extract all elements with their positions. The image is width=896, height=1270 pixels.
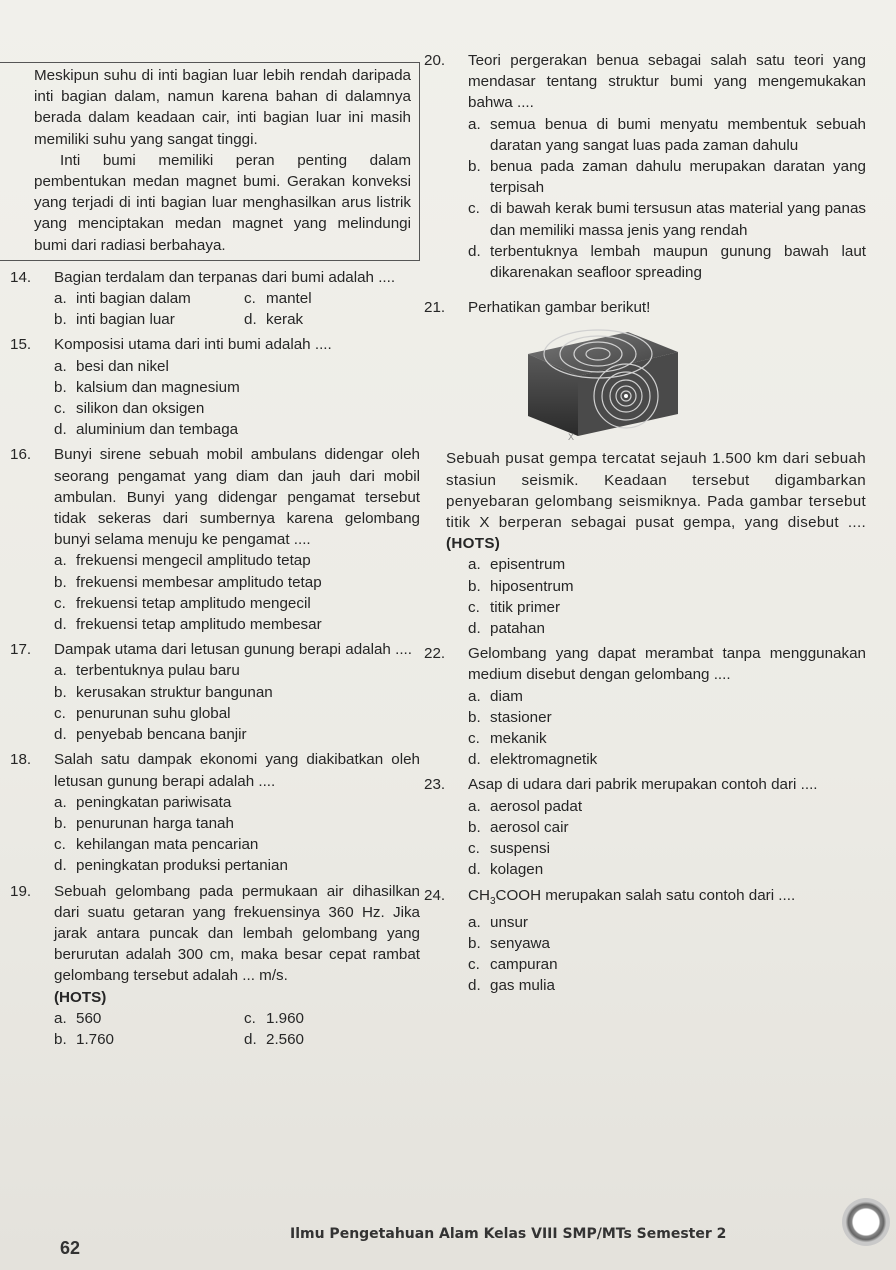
option-text: aerosol cair [490,818,569,836]
option-text: titik primer [490,598,561,616]
hots-label: (HOTS) [54,988,107,1006]
option-letter: d. [468,977,481,995]
answer-option [468,796,866,817]
question-21-description: Sebuah pusat gempa tercatat sejauh 1.500 km dari sebuah stasiun seismik. Keadaan tersebut digambarkan penyebaran gelombang seismiknya. Pada gambar tersebut titik X berperan sebagai pusat gempa, yang disebut .... (HOTS) [446,450,866,553]
option-letter: a. [54,290,67,308]
question-15 [10,334,420,440]
question-18 [10,749,420,876]
option-text: penyebab bencana banjir [76,726,247,744]
question-number: 23. [424,776,446,794]
option-text: mekanik [490,730,547,748]
options [32,792,420,877]
option-text: senyawa [490,934,550,952]
answer-option [54,398,420,419]
option-text: frekuensi tetap amplitudo membesar [76,616,322,634]
option-text: peningkatan pariwisata [76,793,232,811]
answer-option [468,576,866,597]
option-letter: a. [54,793,67,811]
answer-option [54,703,420,724]
option-letter: c. [54,594,66,612]
question-text: 19. Sebuah gelombang pada permukaan air dihasilkan dari suatu getaran yang frekuensinya 360 Hz. Jika jarak antara puncak dan lembah gelombang yang berurutan adalah 300 cm, maka besar cepat rambat gelombang tersebut adalah ... m/s. [10,882,420,985]
option-text: mantel [266,290,312,308]
question-number: 24. [424,886,446,904]
answer-option [468,707,866,728]
left-questions [10,267,420,1050]
question-text: Teori pergerakan benua sebagai salah satu teori yang mendasar tentang struktur bumi yang mengemukakan bahwa .... [468,52,866,112]
option-letter: b. [54,1030,67,1048]
answer-option [468,241,866,283]
option-text: benua pada zaman dahulu merupakan daratan yang terpisah [490,158,866,197]
intro-box [0,62,420,261]
answer-option [468,554,866,575]
question-text: 14. Bagian terdalam dan terpanas dari bumi adalah .... [32,267,420,288]
answer-option [54,550,420,571]
answer-option [468,114,866,156]
focus-point [624,394,628,398]
answer-option [54,309,244,330]
option-text: silikon dan oksigen [76,400,205,418]
intro-paragraph-2: Inti bumi memiliki peran penting dalam pembentukan medan magnet bumi. Gerakan konveksi yang terjadi di inti bagian luar menghasilkan arus listrik yang menciptakan medan magnet yang melindungi bumi dari radiasi berbahaya. [34,151,411,254]
option-letter: a. [54,1009,67,1027]
option-text: 1.760 [76,1030,115,1048]
answer-option [468,954,866,975]
answer-option [468,912,866,933]
option-letter: b. [54,683,67,701]
option-text: besi dan nikel [76,357,169,375]
option-letter: b. [468,934,481,952]
hots-label: (HOTS) [446,535,501,553]
option-text: terbentuknya lembah maupun gunung bawah laut dikarenakan seafloor spreading [490,242,866,282]
option-letter: c. [54,400,66,418]
option-text: semua benua di bumi menyatu membentuk sebuah daratan yang sangat luas pada zaman dahulu [490,115,866,154]
option-letter: d. [54,857,67,875]
option-letter: b. [54,814,67,832]
option-text: patahan [490,620,545,638]
option-letter: a. [54,357,67,375]
options [446,114,866,284]
answer-option [54,419,420,440]
option-letter: d. [468,620,481,638]
option-letter: b. [468,158,481,176]
question-number: 20. [424,52,446,69]
option-text: suspensi [490,840,550,858]
option-letter: a. [54,662,67,680]
answer-option [54,855,420,876]
option-text: penurunan harga tanah [76,814,234,832]
option-text: kalsium dan magnesium [76,378,240,396]
option-letter: d. [244,311,257,329]
option-letter: d. [468,861,481,879]
option-letter: a. [468,687,481,705]
option-letter: c. [244,290,256,308]
question-17 [10,639,420,745]
answer-option [54,1029,244,1050]
answer-option [244,288,420,309]
question-14 [10,267,420,331]
option-text: diam [490,687,523,705]
answer-option [468,838,866,859]
options [446,912,866,997]
option-text: kolagen [490,861,544,879]
question-text: COOH merupakan salah satu contoh dari .... [495,886,796,904]
option-text: aluminium dan tembaga [76,421,239,439]
left-column [10,62,420,1050]
figure-label-x: X [568,432,575,443]
answer-option [244,1029,420,1050]
question-text: 15. Komposisi utama dari inti bumi adalah .... [32,334,420,355]
question-number: 18. [10,751,32,769]
answer-option [54,614,420,635]
option-text: episentrum [490,556,566,574]
intro-paragraph-1: Meskipun suhu di inti bagian luar lebih rendah daripada inti bagian dalam, namun karena bahan di dalamnya berada dalam keadaan cair, inti bagian luar ini masih memiliki suhu yang sangat tinggi. [34,67,411,148]
option-text: 1.960 [266,1009,305,1027]
option-letter: d. [54,616,67,634]
answer-option [244,1008,420,1029]
option-text: frekuensi tetap amplitudo mengecil [76,594,311,612]
option-text: kehilangan mata pencarian [76,836,259,854]
answer-option [468,975,866,996]
options [32,660,420,745]
answer-option [54,377,420,398]
question-text: Gelombang yang dapat merambat tanpa menggunakan medium disebut dengan gelombang .... [468,645,866,684]
answer-option [54,1008,244,1029]
option-letter: c. [468,730,480,748]
option-text: penurunan suhu global [76,704,231,722]
answer-option [54,572,420,593]
answer-option [468,728,866,749]
option-letter: d. [54,421,67,439]
option-letter: a. [468,797,481,815]
option-text: aerosol padat [490,797,583,815]
question-19 [10,881,420,1051]
option-text: 560 [76,1009,102,1027]
options [32,1008,420,1050]
option-text: kerak [266,311,304,329]
answer-option [468,817,866,838]
answer-option [54,724,420,745]
page-corner-decoration [842,1198,890,1246]
option-text: inti bagian luar [76,311,175,329]
options [446,686,866,771]
option-letter: d. [468,242,481,260]
question-text: Perhatikan gambar berikut! [468,299,651,317]
question-23 [424,774,866,880]
option-letter: b. [54,378,67,396]
question-number: 17. [10,641,32,659]
page-number: 62 [60,1238,81,1258]
option-letter: d. [468,751,481,769]
answer-option [468,749,866,770]
option-letter: d. [54,726,67,744]
question-16 [10,444,420,635]
answer-option [54,813,420,834]
question-text: Asap di udara dari pabrik merupakan contoh dari .... [468,776,818,794]
option-text: kerusakan struktur bangunan [76,683,273,701]
answer-option [54,834,420,855]
option-text: gas mulia [490,977,555,995]
answer-option [468,198,866,240]
answer-option [468,597,866,618]
option-text: elektromagnetik [490,751,598,769]
book-title: Ilmu Pengetahuan Alam Kelas VIII SMP/MTs Semester 2 [290,1226,727,1242]
option-text: stasioner [490,708,552,726]
answer-option [54,682,420,703]
option-letter: c. [244,1009,256,1027]
answer-option [54,792,420,813]
option-letter: c. [468,598,480,616]
answer-option [54,660,420,681]
option-letter: c. [54,704,66,722]
option-text: di bawah kerak bumi tersusun atas material yang panas dan memiliki massa jenis yang rendah [490,200,866,239]
option-letter: b. [468,577,481,595]
options [446,554,866,639]
question-24: 24. $CH_3COOH$ merupakan salah satu contoh dari .... a. unsur b. senyawa c. campuran d. gas mulia [446,885,866,997]
answer-option [244,309,420,330]
question-text: 16. Bunyi sirene sebuah mobil ambulans didengar oleh seorang pengamat yang diam dan jauh dari mobil ambulan. Bunyi yang didengar pengamat tersebut tidak sekeras dari sumbernya karena gelombang bunyi selama menuju ke pengamat .... [10,446,420,549]
option-text: unsur [490,913,528,931]
option-letter: b. [468,818,481,836]
question-22 [424,643,866,770]
option-letter: a. [468,913,481,931]
answer-option [468,156,866,198]
option-text: frekuensi membesar amplitudo tetap [76,573,322,591]
answer-option [54,356,420,377]
option-text: hiposentrum [490,577,574,595]
question-text: 17. Dampak utama dari letusan gunung berapi adalah .... [32,639,420,660]
question-number: 22. [424,645,446,663]
option-letter: b. [468,708,481,726]
options [32,288,420,330]
option-letter: a. [468,115,481,133]
options [446,796,866,881]
earth-block-diagram [508,324,684,442]
option-text: terbentuknya pulau baru [76,662,240,680]
answer-option [54,593,420,614]
question-number: 21. [424,299,446,317]
options [32,550,420,635]
option-text: peningkatan produksi pertanian [76,857,288,875]
option-letter: d. [244,1030,257,1048]
option-text: frekuensi mengecil amplitudo tetap [76,552,311,570]
option-letter: a. [468,556,481,574]
right-column [424,46,866,997]
answer-option [468,686,866,707]
question-text: 18. Salah satu dampak ekonomi yang diakibatkan oleh letusan gunung berapi adalah .... [10,751,420,790]
seismic-wave-figure [508,324,684,442]
answer-option [468,933,866,954]
option-text: 2.560 [266,1030,305,1048]
question-20 [424,50,866,283]
answer-option [468,859,866,880]
option-letter: a. [54,552,67,570]
question-number: 16. [10,446,32,464]
option-text: inti bagian dalam [76,290,191,308]
option-letter: c. [54,836,66,854]
option-letter: c. [468,200,480,218]
option-letter: c. [468,840,480,858]
question-21 [424,297,866,639]
option-text: campuran [490,956,558,974]
question-number: 19. [10,882,32,900]
option-letter: c. [468,956,480,974]
answer-option [468,618,866,639]
answer-option [54,288,244,309]
option-letter: b. [54,573,67,591]
option-letter: b. [54,311,67,329]
formula: CH [468,886,490,904]
options [32,356,420,441]
question-number: 14. [10,268,32,286]
question-number: 15. [10,336,32,354]
